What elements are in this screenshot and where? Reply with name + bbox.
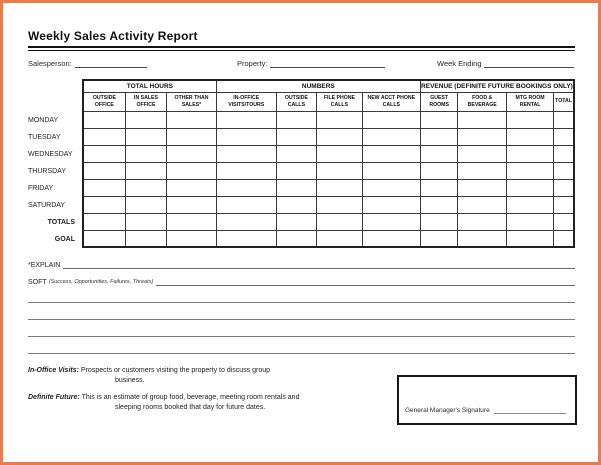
- grid-cell: [362, 213, 420, 230]
- grid-cell: [216, 128, 276, 145]
- salesperson-blank-line: [75, 59, 147, 68]
- grid-cell: [167, 196, 217, 213]
- activity-grid: [82, 79, 575, 248]
- grid-body: [83, 111, 574, 247]
- column-header-row: [83, 92, 574, 111]
- grid-cell: [317, 230, 363, 247]
- grid-cell: [125, 196, 166, 213]
- soft-field: [28, 278, 575, 286]
- grid-cell: [276, 179, 316, 196]
- grid-cell: [420, 179, 457, 196]
- col-header-guest-rooms: GUEST ROOMS: [420, 92, 457, 111]
- grid-cell: [317, 128, 363, 145]
- soft-qualifier: (Success, Opportunities, Failures, Threats): [48, 279, 154, 285]
- group-header-numbers: NUMBERS: [216, 80, 420, 92]
- grid-cell: [317, 145, 363, 162]
- property-blank-line: [270, 59, 385, 68]
- grid-cell: [507, 162, 554, 179]
- grid-cell: [420, 213, 457, 230]
- grid-row-goal: [83, 230, 574, 247]
- notes-blank-line: [28, 302, 575, 303]
- grid-cell: [458, 145, 507, 162]
- notes-blank-line: [28, 336, 575, 337]
- row-labels: [28, 79, 82, 248]
- grid-cell: [458, 128, 507, 145]
- group-header-row: [83, 80, 574, 92]
- grid-cell: [420, 145, 457, 162]
- definition-definite-future: [28, 393, 300, 413]
- col-header-new-acct-phone-calls: NEW ACCT PHONE CALLS: [362, 92, 420, 111]
- grid-cell: [167, 128, 217, 145]
- grid-cell: [458, 162, 507, 179]
- signature-blank-line: [494, 407, 566, 414]
- grid-cell: [507, 213, 554, 230]
- grid-cell: [83, 230, 125, 247]
- grid-cell: [554, 230, 574, 247]
- grid-cell: [167, 213, 217, 230]
- grid-cell: [125, 213, 166, 230]
- grid-cell: [317, 213, 363, 230]
- week-ending-label: Week Ending: [437, 59, 482, 68]
- row-label-wednesday: WEDNESDAY: [28, 151, 73, 158]
- signature-field: [405, 407, 566, 414]
- row-label-saturday: SATURDAY: [28, 202, 66, 209]
- grid-cell: [167, 111, 217, 128]
- row-label-monday: MONDAY: [28, 117, 59, 124]
- notes-blank-line: [28, 353, 575, 354]
- grid-cell: [83, 196, 125, 213]
- meta-row: [28, 59, 575, 70]
- grid-cell: [125, 145, 166, 162]
- grid-cell: [420, 128, 457, 145]
- grid-cell: [317, 111, 363, 128]
- definitions: [28, 366, 300, 414]
- grid-cell: [362, 128, 420, 145]
- grid-cell: [362, 111, 420, 128]
- grid-cell: [216, 213, 276, 230]
- salesperson-field: [28, 59, 147, 68]
- grid-cell: [83, 213, 125, 230]
- signature-box: [397, 375, 577, 425]
- grid-cell: [216, 145, 276, 162]
- row-label-thursday: THURSDAY: [28, 168, 66, 175]
- grid-cell: [276, 196, 316, 213]
- grid-cell: [216, 162, 276, 179]
- grid-cell: [216, 179, 276, 196]
- grid-cell: [362, 196, 420, 213]
- explain-blank-line: [63, 261, 575, 269]
- grid-cell: [362, 179, 420, 196]
- grid-cell: [554, 128, 574, 145]
- grid-cell: [554, 162, 574, 179]
- grid-row-totals: [83, 213, 574, 230]
- definition-in-office-visits: [28, 366, 300, 386]
- col-header-file-phone-calls: FILE PHONE CALLS: [317, 92, 363, 111]
- grid-cell: [167, 145, 217, 162]
- grid-cell: [507, 128, 554, 145]
- grid-head: [83, 80, 574, 111]
- grid-row-thursday: [83, 162, 574, 179]
- grid-cell: [554, 111, 574, 128]
- grid-cell: [276, 128, 316, 145]
- grid-cell: [125, 230, 166, 247]
- definition-term: Definite Future:: [28, 394, 80, 402]
- grid-cell: [83, 162, 125, 179]
- grid-cell: [458, 179, 507, 196]
- col-header-in-office-visits: IN-OFFICE VISITS/TOURS: [216, 92, 276, 111]
- group-header-revenue: REVENUE (DEFINITE FUTURE BOOKINGS ONLY): [420, 80, 574, 92]
- grid-row-friday: [83, 179, 574, 196]
- grid-cell: [317, 179, 363, 196]
- grid-cell: [83, 145, 125, 162]
- grid-cell: [420, 162, 457, 179]
- title-rule: [28, 46, 575, 51]
- grid-cell: [317, 162, 363, 179]
- notes-blank-line: [28, 319, 575, 320]
- grid-cell: [458, 111, 507, 128]
- group-header-total-hours: TOTAL HOURS: [83, 80, 216, 92]
- week-ending-field: [437, 59, 574, 68]
- row-label-friday: FRIDAY: [28, 185, 54, 192]
- col-header-food-beverage: FOOD & BEVERAGE: [458, 92, 507, 111]
- salesperson-label: Salesperson:: [28, 59, 72, 68]
- definition-term: In-Office Visits:: [28, 367, 79, 374]
- grid-cell: [216, 111, 276, 128]
- grid-cell: [276, 230, 316, 247]
- grid-cell: [554, 213, 574, 230]
- property-field: [237, 59, 385, 68]
- grid-cell: [167, 179, 217, 196]
- grid-cell: [125, 162, 166, 179]
- col-header-other-than-sales: OTHER THAN SALES*: [167, 92, 217, 111]
- grid-cell: [458, 230, 507, 247]
- grid-cell: [276, 162, 316, 179]
- row-label-totals: TOTALS: [47, 219, 75, 226]
- property-label: Property:: [237, 59, 268, 68]
- grid-cell: [362, 162, 420, 179]
- col-header-in-sales-office: IN SALES OFFICE: [125, 92, 166, 111]
- grid-cell: [507, 196, 554, 213]
- grid-cell: [362, 145, 420, 162]
- grid-cell: [317, 196, 363, 213]
- grid-row-monday: [83, 111, 574, 128]
- grid-row-wednesday: [83, 145, 574, 162]
- grid-cell: [554, 196, 574, 213]
- grid-cell: [276, 145, 316, 162]
- grid-cell: [420, 230, 457, 247]
- grid-cell: [83, 128, 125, 145]
- grid-cell: [554, 145, 574, 162]
- grid-cell: [216, 230, 276, 247]
- grid-cell: [420, 196, 457, 213]
- grid-cell: [458, 213, 507, 230]
- grid-cell: [125, 111, 166, 128]
- week-ending-blank-line: [484, 59, 574, 68]
- grid-cell: [167, 230, 217, 247]
- grid-cell: [125, 128, 166, 145]
- grid-cell: [507, 111, 554, 128]
- grid-cell: [83, 179, 125, 196]
- col-header-mtg-room-rental: MTG ROOM RENTAL: [507, 92, 554, 111]
- grid-cell: [216, 196, 276, 213]
- grid-cell: [554, 179, 574, 196]
- definition-text: Prospects or customers visiting the property to discuss group business.: [80, 367, 271, 385]
- grid-cell: [507, 179, 554, 196]
- col-header-total: TOTAL: [554, 92, 574, 111]
- soft-label: SOFT: [28, 279, 47, 286]
- grid-cell: [276, 213, 316, 230]
- explain-field: [28, 261, 575, 269]
- grid-cell: [362, 230, 420, 247]
- col-header-outside-calls: OUTSIDE CALLS: [276, 92, 316, 111]
- grid-cell: [458, 196, 507, 213]
- grid-cell: [276, 111, 316, 128]
- explain-label: *EXPLAIN: [28, 262, 61, 269]
- row-label-goal: GOAL: [54, 236, 75, 243]
- col-header-outside-office: OUTSIDE OFFICE: [83, 92, 125, 111]
- row-label-tuesday: TUESDAY: [28, 134, 61, 141]
- grid-row-tuesday: [83, 128, 574, 145]
- page-title: Weekly Sales Activity Report: [28, 29, 198, 43]
- soft-blank-line: [156, 278, 575, 286]
- activity-grid-area: [28, 79, 575, 248]
- grid-cell: [125, 179, 166, 196]
- grid-cell: [507, 145, 554, 162]
- grid-cell: [167, 162, 217, 179]
- definition-text: This is an estimate of group food, beverage, meeting room rentals and sleeping rooms booked that day for future dates.: [81, 394, 300, 412]
- grid-cell: [507, 230, 554, 247]
- grid-cell: [420, 111, 457, 128]
- grid-row-saturday: [83, 196, 574, 213]
- grid-cell: [83, 111, 125, 128]
- report-content: [28, 3, 575, 421]
- signature-label: General Manager's Signature: [405, 407, 490, 414]
